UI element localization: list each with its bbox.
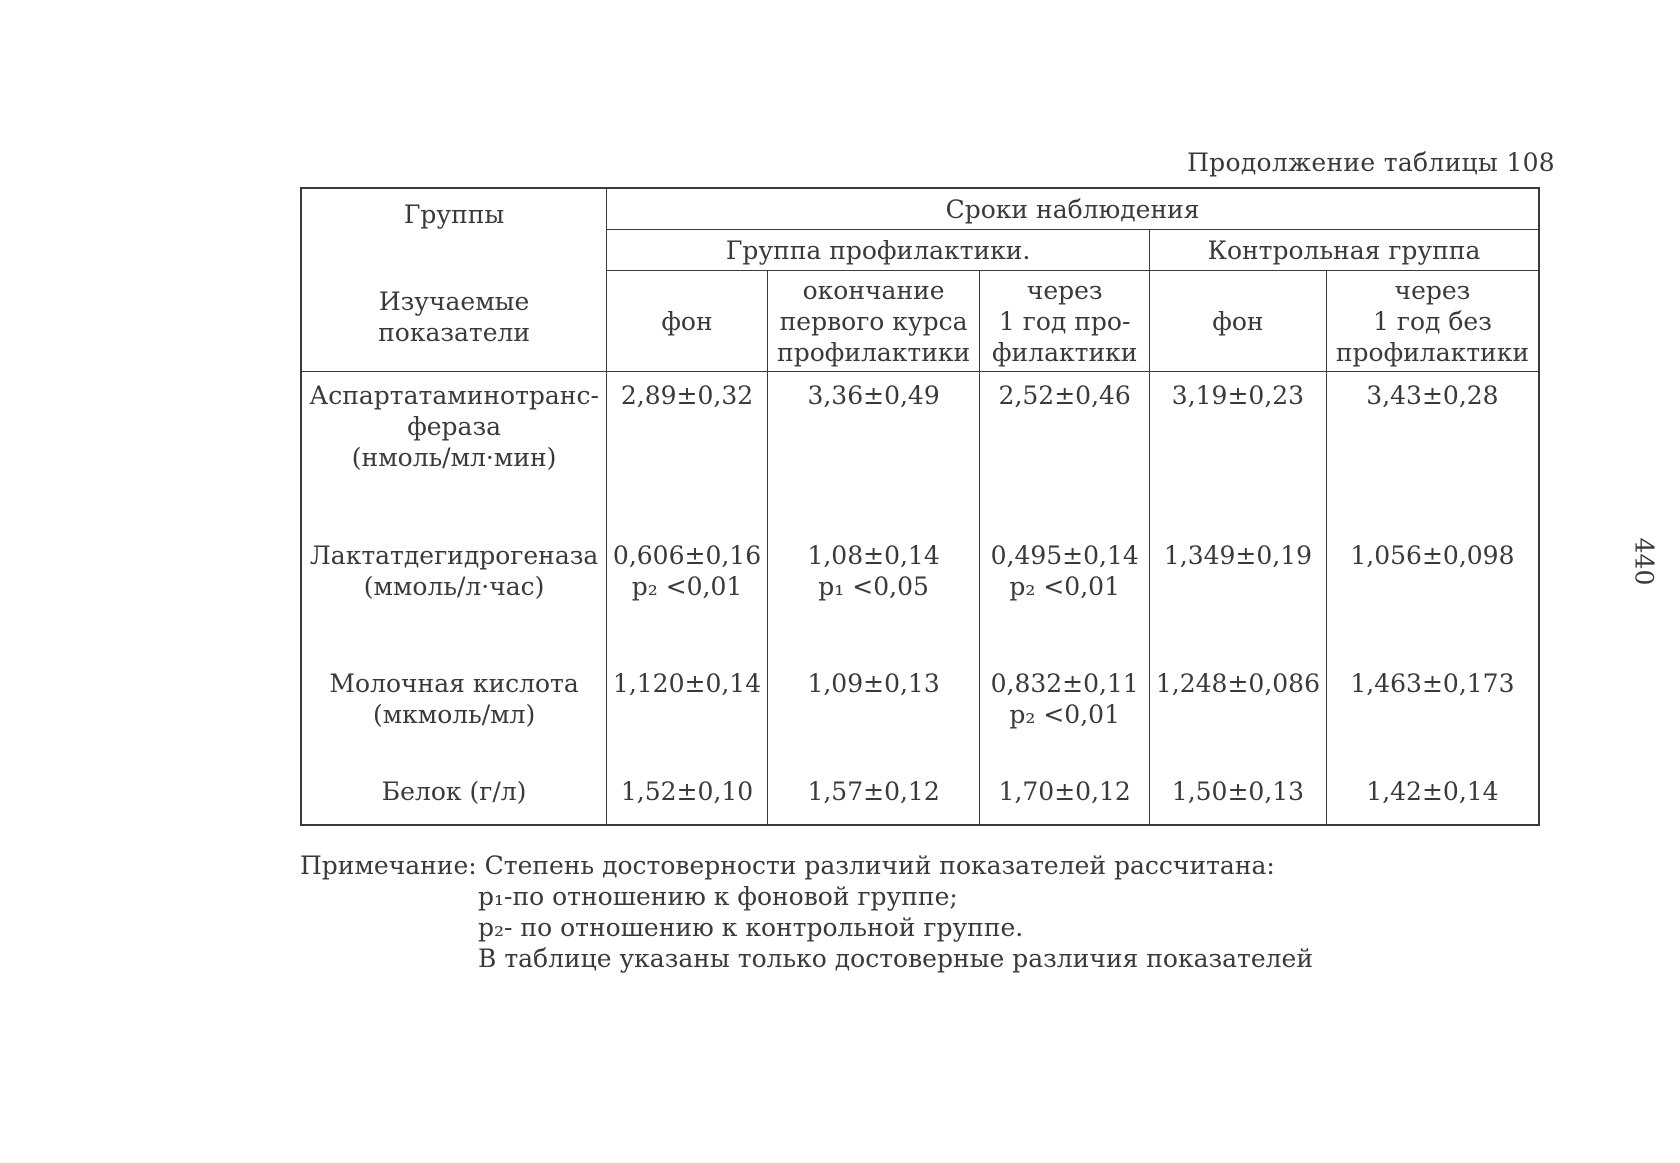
table-cell: 3,19±0,23 [1150,372,1327,533]
p-value: p₂ <0,01 [1009,572,1120,601]
table-row [301,660,1539,768]
page-number: 440 [1629,537,1659,586]
row-label: Лактатдегидрогеназа (ммоль/л·час) [301,532,607,660]
note-line-3: В таблице указаны только достоверные различия показателей [478,944,1313,973]
table-cell: 0,495±0,14 p₂ <0,01 [980,532,1150,660]
table-cell: 1,09±0,13 [767,660,980,768]
header-prophylaxis-group: Группа профилактики. [607,230,1150,271]
table-cell: 1,70±0,12 [980,768,1150,825]
header-col-5: через 1 год без профилактики [1326,271,1539,372]
table-cell: 1,120±0,14 [607,660,768,768]
table-note [300,850,1313,973]
row-label: Молочная кислота (мкмоль/мл) [301,660,607,768]
p-value: p₁ <0,05 [818,572,929,601]
table-caption: Продолжение таблицы 108 [1187,148,1555,177]
table-cell: 1,248±0,086 [1150,660,1327,768]
table-cell: 3,43±0,28 [1326,372,1539,533]
p-value: p₂ <0,01 [631,572,743,601]
table-cell: 1,42±0,14 [1326,768,1539,825]
row-label: Аспартатаминотранс- фераза (нмоль/мл·мин) [301,372,607,533]
table-cell: 0,606±0,16 p₂ <0,01 [607,532,768,660]
header-indicators-line1: Изучаемые [378,287,530,316]
header-indicators-line2: показатели [378,318,531,347]
table-cell: 2,89±0,32 [607,372,768,533]
table-cell: 1,57±0,12 [767,768,980,825]
table-cell: 1,52±0,10 [607,768,768,825]
table-row [301,372,1539,533]
table-cell: 1,50±0,13 [1150,768,1327,825]
header-col-3: через 1 год про- филактики [980,271,1150,372]
header-groups-indicators [301,188,607,372]
table-row [301,768,1539,825]
table-cell: 1,056±0,098 [1326,532,1539,660]
data-table [300,187,1540,826]
header-groups: Группы [403,200,505,229]
header-timing: Сроки наблюдения [607,188,1539,230]
table-cell: 3,36±0,49 [767,372,980,533]
table-row [301,532,1539,660]
table-cell: 2,52±0,46 [980,372,1150,533]
table-cell: 0,832±0,11 p₂ <0,01 [980,660,1150,768]
note-lead: Примечание: Степень достоверности различий показателей рассчитана: [300,851,1275,880]
table-cell: 1,463±0,173 [1326,660,1539,768]
table-cell: 1,08±0,14 p₁ <0,05 [767,532,980,660]
header-col-4: фон [1150,271,1327,372]
row-label: Белок (г/л) [301,768,607,825]
p-value: p₂ <0,01 [1009,700,1120,729]
header-col-1: фон [607,271,768,372]
header-col-2: окончание первого курса профилактики [767,271,980,372]
table-cell: 1,349±0,19 [1150,532,1327,660]
header-control-group: Контрольная группа [1150,230,1540,271]
note-line-1: p₁-по отношению к фоновой группе; [478,882,958,911]
note-line-2: p₂- по отношению к контрольной группе. [478,913,1024,942]
